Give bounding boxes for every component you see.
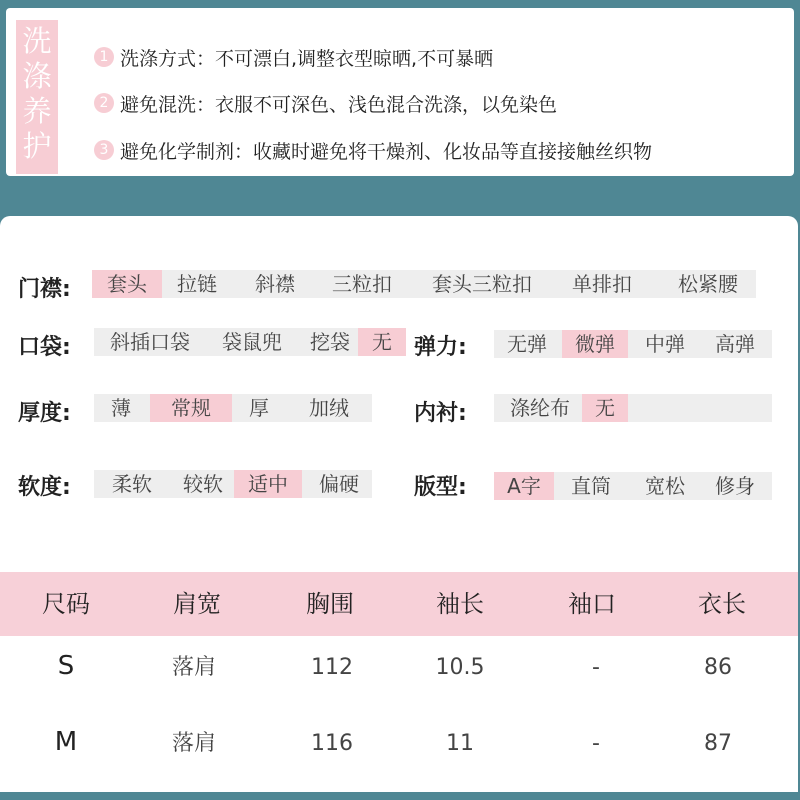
column-header-sleeve-length: 袖长 bbox=[436, 590, 484, 618]
table-cell: 116 bbox=[311, 731, 353, 756]
option: 斜襟 bbox=[255, 272, 295, 296]
table-cell: - bbox=[592, 655, 600, 680]
care-number-badge: 3 bbox=[94, 140, 114, 160]
placket-label: 门襟: bbox=[18, 277, 71, 302]
softness-options bbox=[94, 470, 372, 498]
table-cell: 87 bbox=[704, 731, 732, 756]
thickness-options bbox=[94, 394, 372, 422]
option: 直筒 bbox=[571, 474, 611, 498]
option: 薄 bbox=[111, 396, 131, 420]
table-cell: - bbox=[592, 731, 600, 756]
option: 加绒 bbox=[309, 396, 349, 420]
option: 厚 bbox=[249, 396, 269, 420]
care-number-badge: 2 bbox=[94, 93, 114, 113]
option: 高弹 bbox=[715, 332, 755, 356]
bottom-border bbox=[0, 792, 800, 800]
care-item-text: 避免混洗：衣服不可深色、浅色混合洗涤，以免染色 bbox=[120, 93, 558, 116]
care-instructions-panel bbox=[6, 8, 794, 176]
option: 挖袋 bbox=[310, 330, 350, 354]
care-item-text: 洗涤方式：不可漂白,调整衣型晾晒,不可暴晒 bbox=[120, 47, 494, 70]
care-number-badge: 1 bbox=[94, 47, 114, 67]
table-cell: 落肩 bbox=[171, 731, 216, 756]
column-header-length: 衣长 bbox=[698, 590, 746, 618]
option-selected: A字 bbox=[494, 472, 554, 500]
option: 宽松 bbox=[645, 474, 685, 498]
option: 袋鼠兜 bbox=[222, 330, 282, 354]
thickness-label: 厚度: bbox=[18, 401, 71, 426]
option: 套头三粒扣 bbox=[432, 272, 532, 296]
option: 修身 bbox=[715, 474, 755, 498]
option-selected: 常规 bbox=[150, 394, 232, 422]
column-header-shoulder: 肩宽 bbox=[173, 590, 221, 618]
pocket-options bbox=[94, 328, 406, 356]
option: 三粒扣 bbox=[332, 272, 392, 296]
table-cell: S bbox=[57, 651, 75, 681]
option: 偏硬 bbox=[319, 472, 359, 496]
softness-label: 软度: bbox=[18, 475, 71, 500]
elasticity-label: 弹力: bbox=[414, 335, 467, 360]
care-item-text: 避免化学制剂：收藏时避免将干燥剂、化妆品等直接接触丝织物 bbox=[120, 140, 653, 163]
option: 单排扣 bbox=[572, 272, 632, 296]
care-item bbox=[94, 135, 652, 165]
option-selected: 套头 bbox=[92, 270, 162, 298]
lining-options bbox=[494, 394, 772, 422]
product-attributes-panel bbox=[0, 216, 798, 800]
column-header-chest: 胸围 bbox=[306, 590, 354, 618]
option: 松紧腰 bbox=[678, 272, 738, 296]
table-cell: 112 bbox=[311, 655, 353, 680]
option-selected: 适中 bbox=[234, 470, 302, 498]
column-header-cuff: 袖口 bbox=[568, 590, 616, 618]
option: 较软 bbox=[183, 472, 223, 496]
option: 斜插口袋 bbox=[110, 330, 190, 354]
care-item bbox=[94, 42, 493, 72]
size-table-header bbox=[0, 572, 798, 636]
option-selected: 无 bbox=[358, 328, 406, 356]
option: 无弹 bbox=[507, 332, 547, 356]
fit-options bbox=[494, 472, 772, 500]
care-title: 洗涤养护 bbox=[16, 20, 58, 174]
option: 拉链 bbox=[177, 272, 217, 296]
table-cell: 11 bbox=[446, 731, 474, 756]
lining-label: 内衬: bbox=[414, 401, 467, 426]
table-cell: M bbox=[54, 727, 78, 757]
fit-label: 版型: bbox=[414, 475, 467, 500]
elasticity-options bbox=[494, 330, 772, 358]
table-cell: 落肩 bbox=[171, 655, 216, 680]
option: 柔软 bbox=[112, 472, 152, 496]
option: 中弹 bbox=[645, 332, 685, 356]
pocket-label: 口袋: bbox=[18, 335, 71, 360]
care-item bbox=[94, 88, 557, 118]
column-header-size: 尺码 bbox=[42, 590, 90, 618]
table-cell: 86 bbox=[704, 655, 732, 680]
table-cell: 10.5 bbox=[435, 655, 485, 680]
placket-options bbox=[92, 270, 756, 298]
option-selected: 微弹 bbox=[562, 330, 628, 358]
option: 涤纶布 bbox=[510, 396, 570, 420]
option-selected: 无 bbox=[582, 394, 628, 422]
